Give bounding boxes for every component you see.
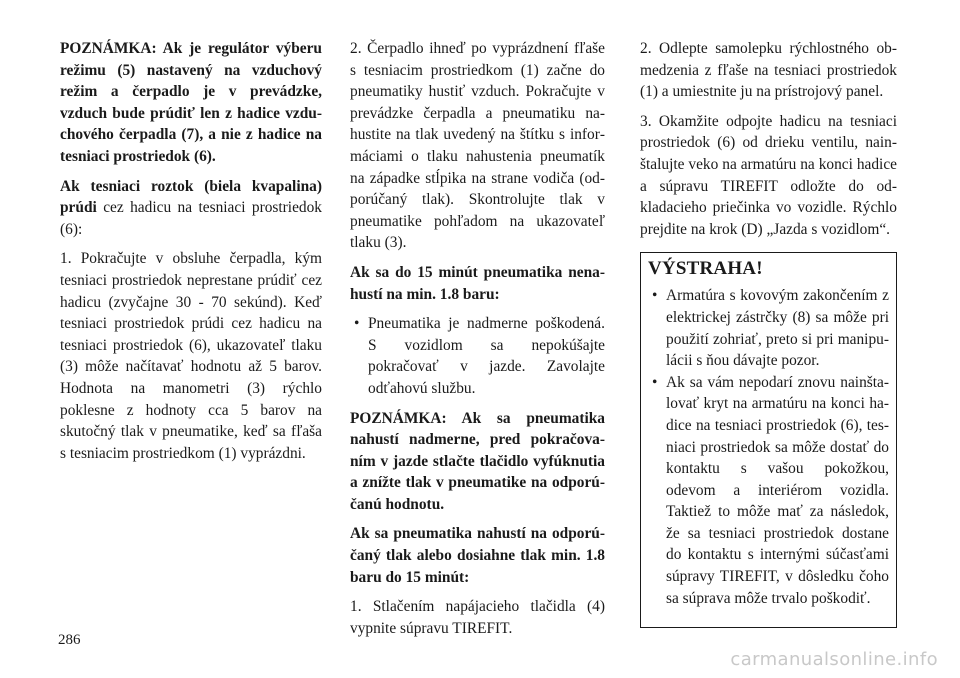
page-number: 286 [58,632,81,648]
note-paragraph: POZNÁMKA: Ak je regulátor výberu režimu (5) nastavený na vzduchový režim a čerpadlo je v prevádzke, vzduch bude prúdiť len z hadice vzduchového čerpadla (7), a nie z hadice na tesniaci prostriedok (6). [60,40,322,165]
sealant-flow-text: cez hadicu na tesniaci prostriedok (6): [60,199,322,238]
sealant-flow-heading: Ak tesniaci roztok (biela kvapalina) prúdi [60,177,322,217]
step-3c-paragraph: 3. Okamžite odpojte hadicu na tesniaci prostriedok (6) od drieku ventilu, nainštalujte veko na armatúru na konci hadice a súpravu TIREFIT odložte do odkladacieho priečinka vo vozidle. Rýchlo prejdite na krok (D) „Jazda s vozidlom“. [640,112,897,238]
list-item: • Armatúra s kovovým zakončením z elektrickej zástrčky (8) sa môže pri použití zohriať, preto si pri manipulácii s ňou dávajte pozor. [648,285,889,371]
watermark: carmanualsonline.info [730,649,938,670]
heading-recommended-pressure: Ak sa pneumatika nahustí na odporúčaný tlak alebo dosiahne tlak min. 1.8 baru do 15 minút: [350,525,605,586]
heading-under-inflated: Ak sa do 15 minút pneumatika nenahustí na min. 1.8 baru: [350,263,605,303]
warning-title: VÝSTRAHA! [648,258,763,280]
column-right [640,38,897,628]
list-item: • Pneumatika je nadmerne poškodená. S vozidlom sa nepokúšajte pokračovať v jazde. Zavolajte odťahovú službu. [350,313,605,399]
step-2-paragraph: 2. Čerpadlo ihneď po vyprázdnení fľaše s tesniacim prostriedkom (1) začne do pneumatiky hustiť vzduch. Pokračujte v prevádzke čerpadla a pneumatiku nahustite na tlak uvedený na štítku s informáciami o tlaku nahustenia pneumatík na západke stĺpika na strane vodiča (odporúčaný tlak). Skontrolujte tlak v pneumatike pohľadom na ukazovateľ tlaku (3). [350,40,605,252]
list-item: • Ak sa vám nepodarí znovu nainštalovať kryt na armatúru na konci hadice na tesniaci prostriedok (6), tesniaci prostriedok sa môže dostať do kontaktu s vašou pokožkou, odevom a interiérom vozidla. Taktiež to môže mať za následok, že sa tesniaci prostriedok dostane do kontaktu s internými súčasťami súpravy TIREFIT, v dôsledku čoho sa súprava môže trvalo poškodiť. [648,372,889,610]
column-middle [350,38,605,647]
sealant-flow-paragraph [60,176,322,241]
column-left [60,38,322,472]
warning-list [648,285,889,609]
bullet-list [350,313,605,399]
step-1-paragraph: 1. Pokračujte v obsluhe čerpadla, kým tesniaci prostriedok neprestane prúdiť cez hadicu (zvyčajne 30 - 70 sekúnd). Keď tesniaci prostriedok prúdi cez hadicu na tesniaci prostriedok (6), ukazovateľ tlaku (3) môže načítavať hodnotu až 5 barov. Hodnota na manometri (3) rýchlo poklesne z hodnoty cca 5 barov na skutočný tlak v pneumatike, keď sa fľaša s tesniacim prostriedkom (1) vyprázdni. [60,250,322,462]
note-overinflation: POZNÁMKA: Ak sa pneumatika nahustí nadmerne, pred pokračovaním v jazde stlačte tlačidlo vyfúknutia a znížte tlak v pneumatike na odporúčanú hodnotu. [350,409,605,513]
step-2c-paragraph: 2. Odlepte samolepku rýchlostného obmedzenia z fľaše na tesniaci prostriedok (1) a umiestnite ju na prístrojový panel. [640,40,897,101]
step-1b-paragraph: 1. Stlačením napájacieho tlačidla (4) vypnite súpravu TIREFIT. [350,598,605,637]
warning-box [640,252,897,628]
